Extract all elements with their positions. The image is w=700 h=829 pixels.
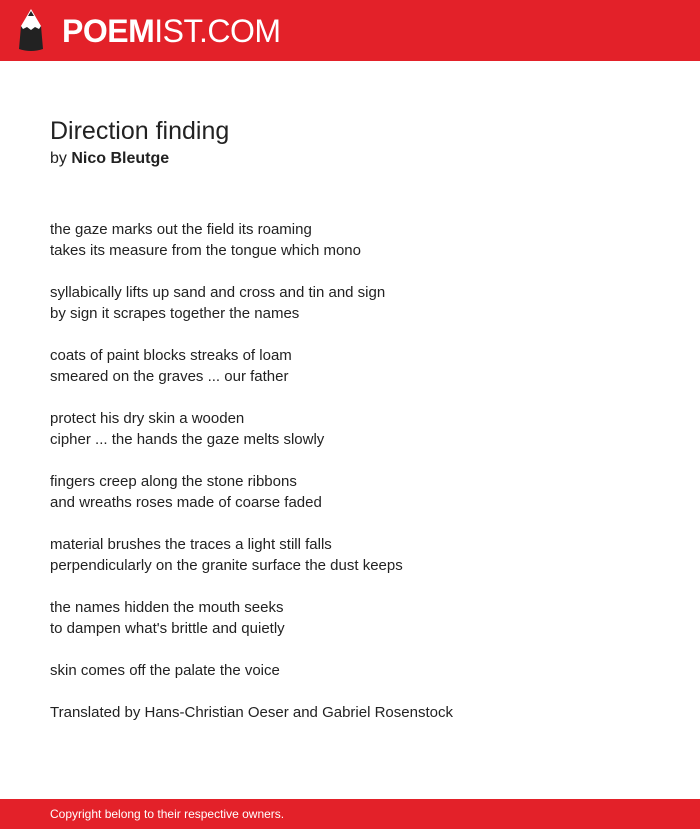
poem-stanza — [50, 219, 453, 261]
poem-stanza — [50, 408, 453, 450]
poem-line: perpendicularly on the granite surface the dust keeps — [50, 557, 403, 574]
poem-line: coats of paint blocks streaks of loam — [50, 347, 292, 364]
pencil-logo-icon[interactable] — [17, 9, 45, 52]
poem-line: fingers creep along the stone ribbons — [50, 473, 297, 490]
site-footer — [0, 799, 700, 829]
poem-stanza — [50, 660, 453, 681]
by-label: by — [50, 150, 67, 167]
poem-line: skin comes off the palate the voice — [50, 662, 280, 679]
poem-line: the gaze marks out the field its roaming — [50, 221, 312, 238]
poem-stanza — [50, 282, 453, 324]
poem-stanza — [50, 471, 453, 513]
logo-bold-text: POEM — [62, 13, 155, 49]
poem-line: cipher ... the hands the gaze melts slowly — [50, 431, 325, 448]
poem-line: syllabically lifts up sand and cross and tin and sign — [50, 284, 386, 301]
poem-line: material brushes the traces a light still falls — [50, 536, 332, 553]
poem-title: Direction finding — [50, 117, 230, 145]
copyright-text: Copyright belong to their respective owners. — [50, 807, 285, 821]
poem-line: protect his dry skin a wooden — [50, 410, 245, 427]
poem-line: the names hidden the mouth seeks — [50, 599, 284, 616]
poem-stanza — [50, 534, 453, 576]
site-header — [0, 0, 700, 61]
poem-line: takes its measure from the tongue which mono — [50, 242, 361, 259]
poem-line: and wreaths roses made of coarse faded — [50, 494, 322, 511]
poem-line: smeared on the graves ... our father — [50, 368, 289, 385]
poem-byline — [50, 149, 169, 169]
poem-line: Translated by Hans-Christian Oeser and Gabriel Rosenstock — [50, 704, 453, 721]
poem-stanza — [50, 597, 453, 639]
site-logo[interactable] — [62, 12, 281, 50]
poem-body — [50, 219, 453, 744]
poem-line: by sign it scrapes together the names — [50, 305, 300, 322]
poem-stanza — [50, 702, 453, 723]
author-name: Nico Bleutge — [71, 150, 170, 167]
poem-line: to dampen what's brittle and quietly — [50, 620, 285, 637]
poem-stanza — [50, 345, 453, 387]
logo-light-text: IST.COM — [154, 13, 281, 49]
